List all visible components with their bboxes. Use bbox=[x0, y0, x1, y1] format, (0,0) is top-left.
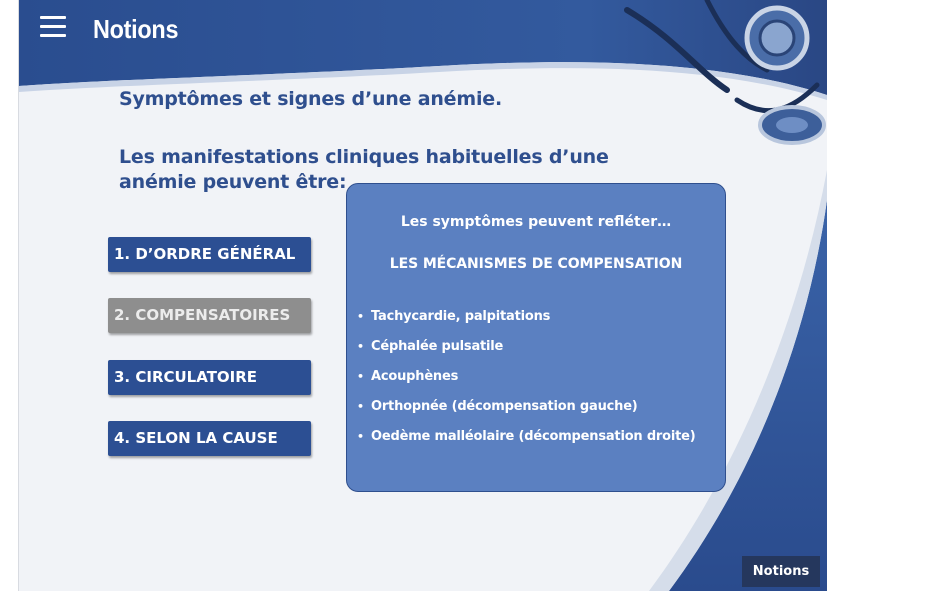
symptom-list bbox=[357, 302, 696, 452]
list-item: • Céphalée pulsatile bbox=[357, 332, 696, 362]
panel-intro: Les symptômes peuvent refléter… bbox=[400, 214, 672, 230]
bullet-icon: • bbox=[357, 430, 364, 443]
hamburger-menu-icon[interactable] bbox=[40, 16, 68, 38]
by-cause-button[interactable]: 4. SELON LA CAUSE bbox=[108, 421, 311, 456]
list-item: • Orthopnée (décompensation gauche) bbox=[357, 392, 696, 422]
section-heading: Symptômes et signes d’une anémie. bbox=[119, 88, 502, 110]
general-order-button[interactable]: 1. D’ORDRE GÉNÉRAL bbox=[108, 237, 311, 272]
circulatory-button[interactable]: 3. CIRCULATOIRE bbox=[108, 360, 311, 395]
list-item: • Acouphènes bbox=[357, 362, 696, 392]
bullet-icon: • bbox=[357, 340, 364, 353]
section-subheading: Les manifestations cliniques habituelles d’une anémie peuvent être: bbox=[119, 146, 609, 193]
page-title: Notions bbox=[93, 14, 179, 44]
stethoscope-icon bbox=[617, 0, 827, 200]
bullet-icon: • bbox=[357, 310, 364, 323]
list-item: • Tachycardie, palpitations bbox=[357, 302, 696, 332]
bullet-icon: • bbox=[357, 370, 364, 383]
info-panel bbox=[346, 183, 726, 492]
panel-heading: LES MÉCANISMES DE COMPENSATION bbox=[389, 256, 683, 272]
footer-section-tag: Notions bbox=[742, 556, 820, 587]
slide bbox=[18, 0, 827, 591]
compensatory-button[interactable]: 2. COMPENSATOIRES bbox=[108, 298, 311, 333]
bullet-icon: • bbox=[357, 400, 364, 413]
list-item: • Oedème malléolaire (décompensation droite) bbox=[357, 422, 696, 452]
